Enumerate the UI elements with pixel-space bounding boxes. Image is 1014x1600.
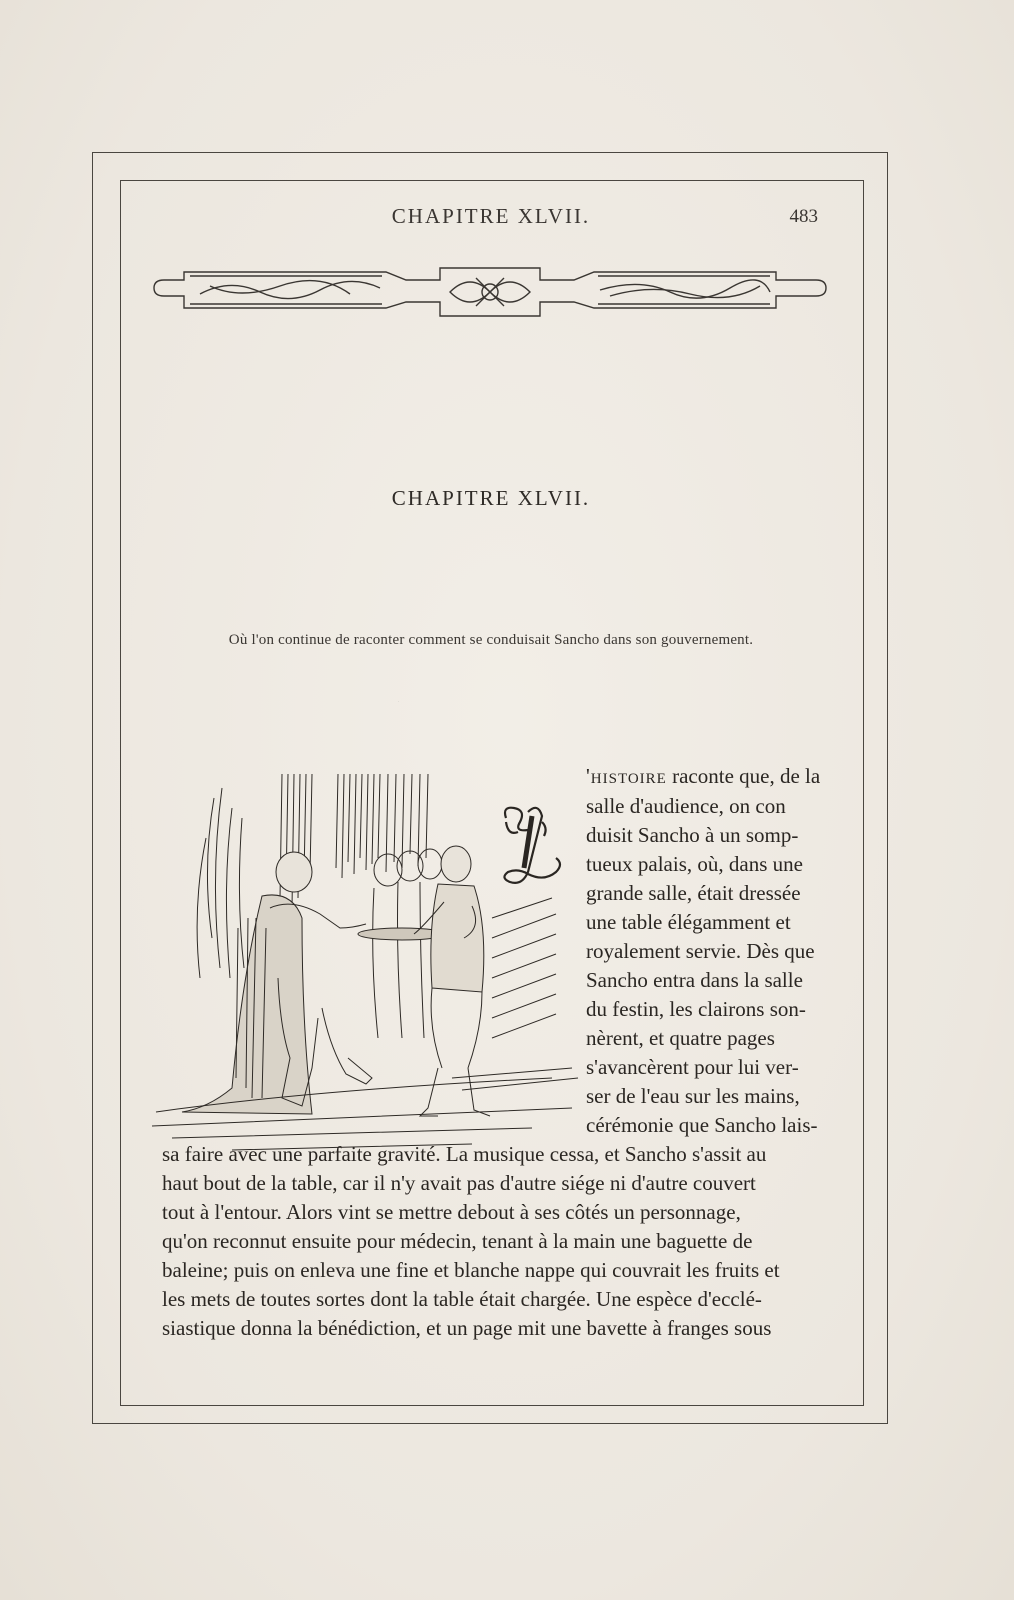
text-line-1-rest: raconte que, de la — [666, 764, 821, 788]
chapter-summary: Où l'on continue de raconter comment se conduisait Sancho dans son gouvernement. — [228, 632, 754, 648]
text-line: une table élégamment et — [586, 910, 791, 934]
dropcap-letter-l — [398, 702, 570, 892]
text-line: duisit Sancho à un somp- — [586, 823, 799, 847]
text-line: haut bout de la table, car il n'y avait pas d'autre siége ni d'autre couvert — [162, 1171, 756, 1195]
text-line: ser de l'eau sur les mains, — [586, 1084, 800, 1108]
first-word: 'histoire — [586, 764, 667, 788]
text-line: nèrent, et quatre pages — [586, 1026, 775, 1050]
text-line: royalement servie. Dès que — [586, 939, 815, 963]
ornament-band — [150, 264, 830, 320]
text-line: qu'on reconnut ensuite pour médecin, tenant à la main une baguette de — [162, 1229, 753, 1253]
text-line: salle d'audience, on con — [586, 794, 786, 818]
text-line: grande salle, était dressée — [586, 881, 801, 905]
chapter-title: CHAPITRE XLVII. — [391, 486, 591, 510]
text-line: cérémonie que Sancho lais- — [586, 1113, 818, 1137]
text-line: les mets de toutes sortes dont la table était chargée. Une espèce d'ecclé- — [162, 1287, 762, 1311]
text-line: s'avancèrent pour lui ver- — [586, 1055, 799, 1079]
text-line: Sancho entra dans la salle — [586, 968, 803, 992]
text-line: baleine; puis on enleva une fine et blanche nappe qui couvrait les fruits et — [162, 1258, 780, 1282]
running-head — [120, 204, 862, 234]
text-line: siastique donna la bénédiction, et un page mit une bavette à franges sous — [162, 1316, 772, 1340]
text-line: sa faire avec une parfaite gravité. La musique cessa, et Sancho s'assit au — [162, 1142, 767, 1166]
page-number: 483 — [789, 206, 818, 227]
running-title: CHAPITRE XLVII. — [391, 204, 591, 228]
dropcap-letter: L — [398, 702, 399, 703]
text-line: tout à l'entour. Alors vint se mettre debout à ses côtés un personnage, — [162, 1200, 741, 1224]
text-line-1 — [586, 762, 834, 790]
text-line: du festin, les clairons son- — [586, 997, 806, 1021]
text-line: tueux palais, où, dans une — [586, 852, 803, 876]
